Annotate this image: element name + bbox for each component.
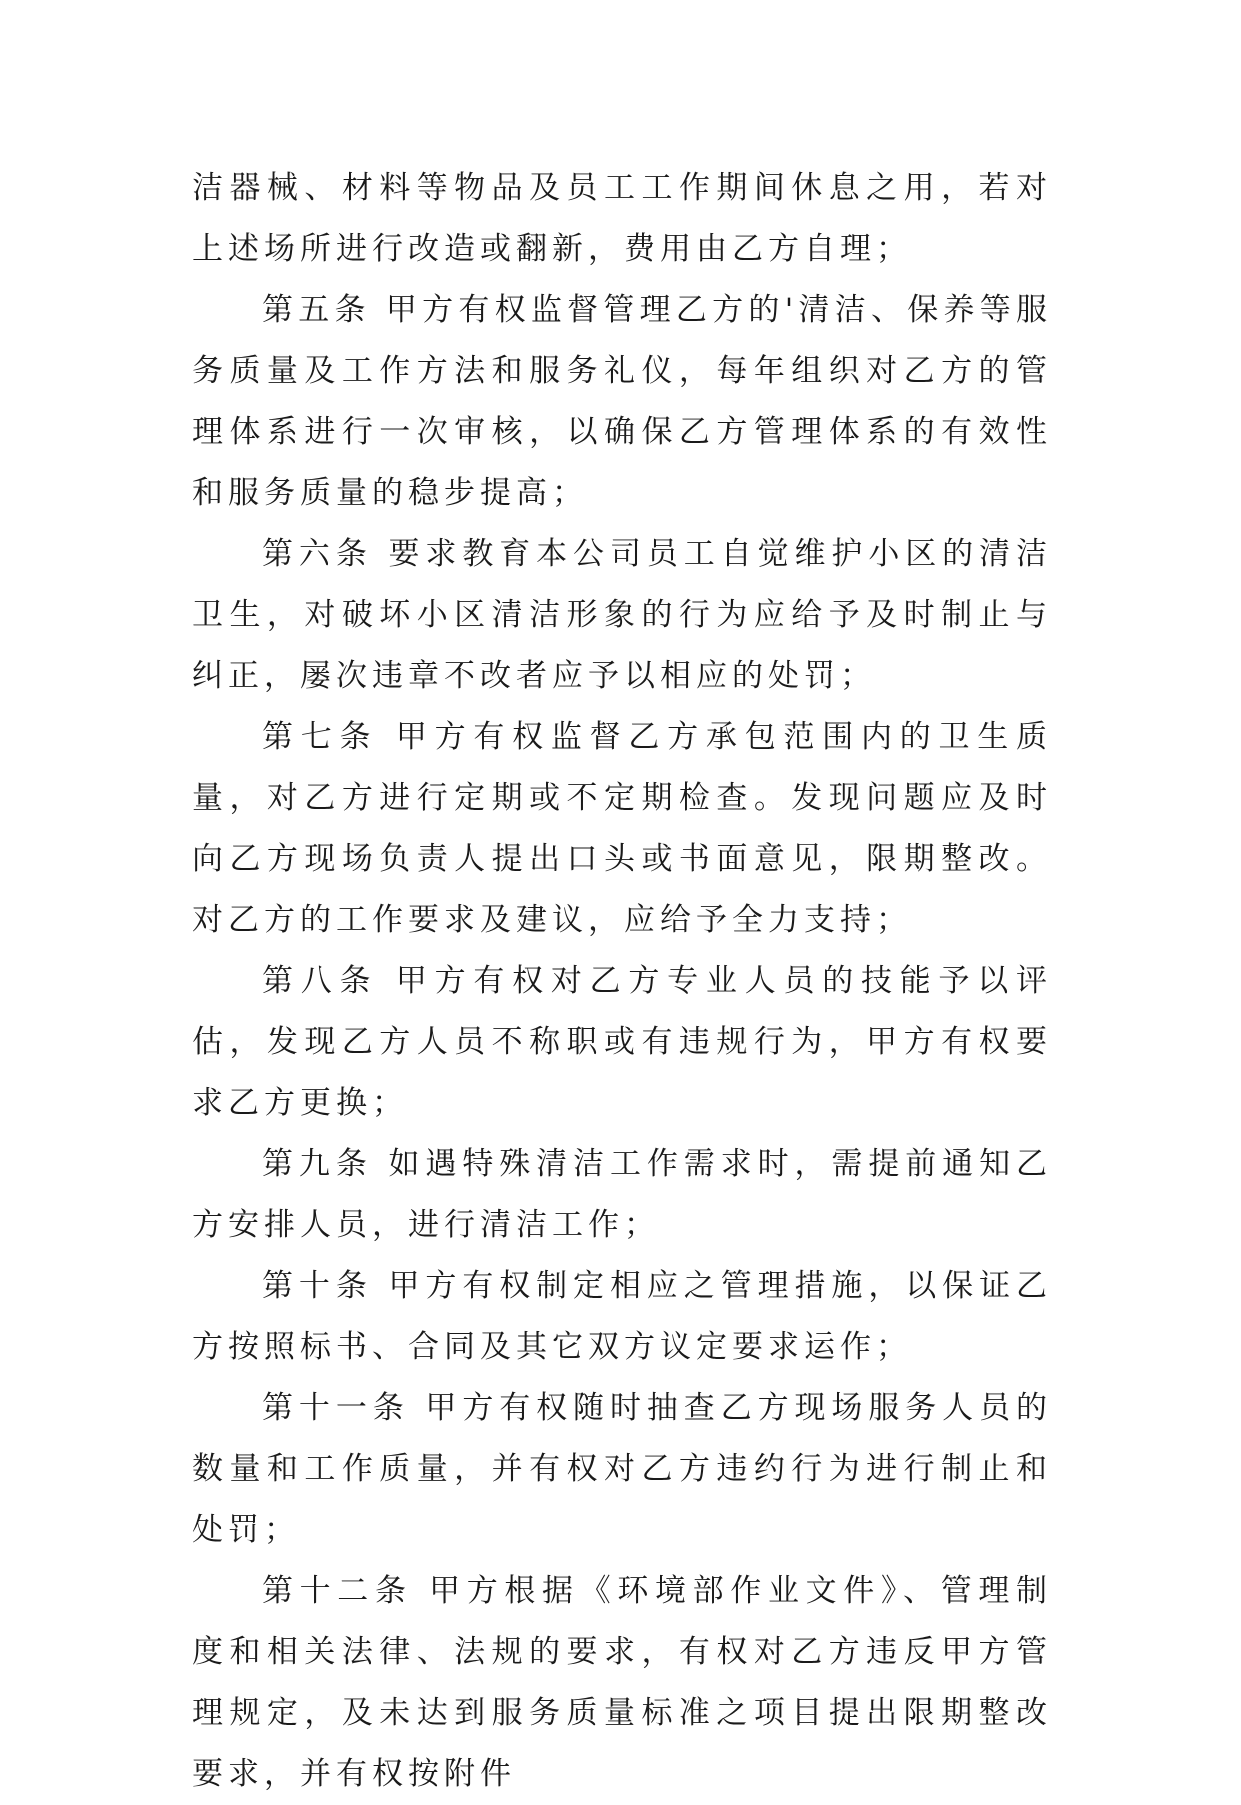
paragraph-article-10: 第十条 甲方有权制定相应之管理措施，以保证乙方按照标书、合同及其它双方议定要求运作； xyxy=(192,1268,1052,1365)
paragraph-continuation: 洁器械、材料等物品及员工工作期间休息之用，若对上述场所进行改造或翻新，费用由乙方自理； xyxy=(192,170,1052,267)
paragraph-article-8: 第八条 甲方有权对乙方专业人员的技能予以评估，发现乙方人员不称职或有违规行为，甲方有权要求乙方更换； xyxy=(192,963,1052,1121)
paragraph-article-9: 第九条 如遇特殊清洁工作需求时，需提前通知乙方安排人员，进行清洁工作； xyxy=(192,1146,1052,1243)
document-body xyxy=(192,158,1052,1805)
paragraph-article-6: 第六条 要求教育本公司员工自觉维护小区的清洁卫生，对破坏小区清洁形象的行为应给予及时制止与纠正，屡次违章不改者应予以相应的处罚； xyxy=(192,536,1052,694)
paragraph-article-12: 第十二条 甲方根据《环境部作业文件》、管理制度和相关法律、法规的要求，有权对乙方违反甲方管理规定，及未达到服务质量标准之项目提出限期整改要求，并有权按附件 xyxy=(192,1573,1052,1792)
paragraph-article-5: 第五条 甲方有权监督管理乙方的'清洁、保养等服务质量及工作方法和服务礼仪，每年组织对乙方的管理体系进行一次审核，以确保乙方管理体系的有效性和服务质量的稳步提高； xyxy=(192,292,1052,511)
paragraph-article-7: 第七条 甲方有权监督乙方承包范围内的卫生质量，对乙方进行定期或不定期检查。发现问题应及时向乙方现场负责人提出口头或书面意见，限期整改。对乙方的工作要求及建议，应给予全力支持； xyxy=(192,719,1052,938)
paragraph-article-11: 第十一条 甲方有权随时抽查乙方现场服务人员的数量和工作质量，并有权对乙方违约行为进行制止和处罚； xyxy=(192,1390,1052,1548)
